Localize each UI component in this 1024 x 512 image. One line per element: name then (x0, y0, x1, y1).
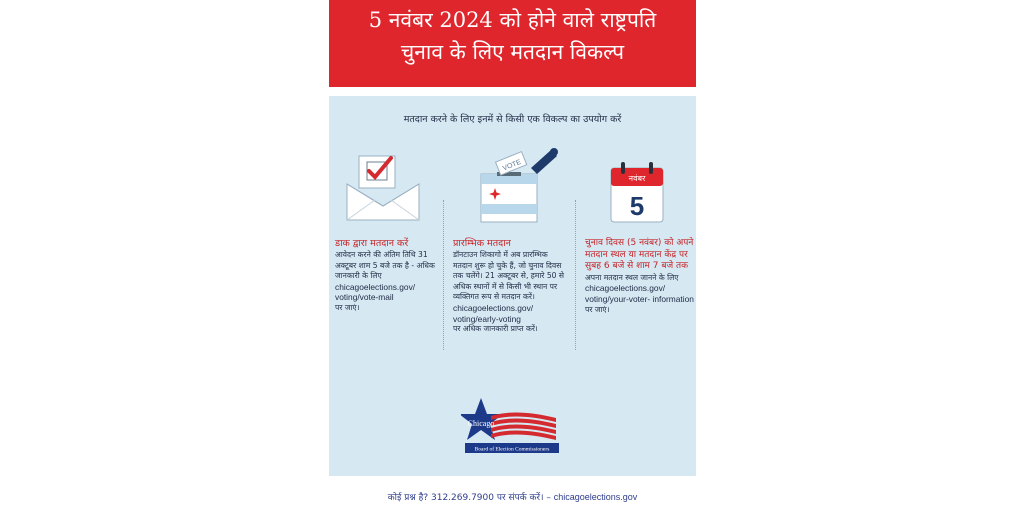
early-voting-column (453, 238, 569, 335)
column-divider (575, 200, 576, 350)
logo-org-text: Board of Election Commissioners (474, 446, 550, 453)
logo-city-text: Chicago (467, 419, 495, 428)
chicago-board-logo (461, 396, 561, 456)
ballot-vote-text: VOTE (501, 158, 523, 173)
mail-voting-column (335, 238, 439, 314)
options-panel (329, 96, 696, 476)
election-day-heading: चुनाव दिवस (5 नवंबर) को अपने मतदान स्थल या मतदान केंद्र पर सुबह 6 बजे से शाम 7 बजे तक (585, 238, 694, 272)
mail-envelope-icon (345, 154, 423, 224)
early-voting-heading: प्रारम्भिक मतदान (453, 238, 511, 249)
ballot-box-icon (477, 146, 567, 226)
mail-voting-heading: डाक द्वारा मतदान करें (335, 238, 409, 249)
election-day-column (585, 238, 695, 315)
calendar-icon (607, 160, 667, 226)
flyer (329, 0, 696, 512)
footer-contact-text: कोई प्रश्न है? 312.269.7900 पर संपर्क करें। – (387, 493, 551, 503)
early-voting-link[interactable]: chicagoelections.gov/ voting/early-voting (453, 302, 534, 324)
title-line-1: 5 नवंबर 2024 को होने वाले राष्ट्रपति (368, 8, 657, 32)
election-day-link[interactable]: chicagoelections.gov/ voting/your-voter- information (585, 283, 694, 304)
title-line-2: चुनाव के लिए मतदान विकल्प (400, 40, 625, 64)
mail-voting-body: आवेदन करने की अंतिम तिथि 31 अक्टूबर शाम 5 बजे तक है - अधिक जानकारी के लिए (335, 250, 435, 281)
calendar-month: नवंबर (628, 174, 646, 183)
election-day-body: अपना मतदान स्थल जानने के लिए (585, 272, 679, 282)
calendar-day: 5 (629, 191, 645, 221)
contact-footer (329, 490, 696, 503)
title-banner (329, 0, 696, 87)
election-day-suffix: पर जाएं। (585, 304, 610, 314)
early-voting-body: डॉनटाउन शिकागो में अब प्रारम्भिक मतदान शुरू हो चुके हैं, जो चुनाव दिवस तक चलेंगे। 21 अक्टूबर से, हमारे 50 से अधिक स्थानों में से किसी भी स्थान पर व्यक्तिगत रूप से मतदान करें। (453, 250, 565, 302)
column-divider (443, 200, 444, 350)
early-voting-suffix: पर अधिक जानकारी प्राप्त करें। (453, 324, 538, 334)
footer-website-link[interactable]: chicagoelections.gov (553, 492, 638, 502)
mail-voting-link[interactable]: chicagoelections.gov/ voting/vote-mail (335, 281, 416, 303)
instruction-text: मतदान करने के लिए इनमें से किसी एक विकल्प का उपयोग करें (403, 114, 622, 125)
mail-voting-suffix: पर जाएं। (335, 302, 360, 312)
